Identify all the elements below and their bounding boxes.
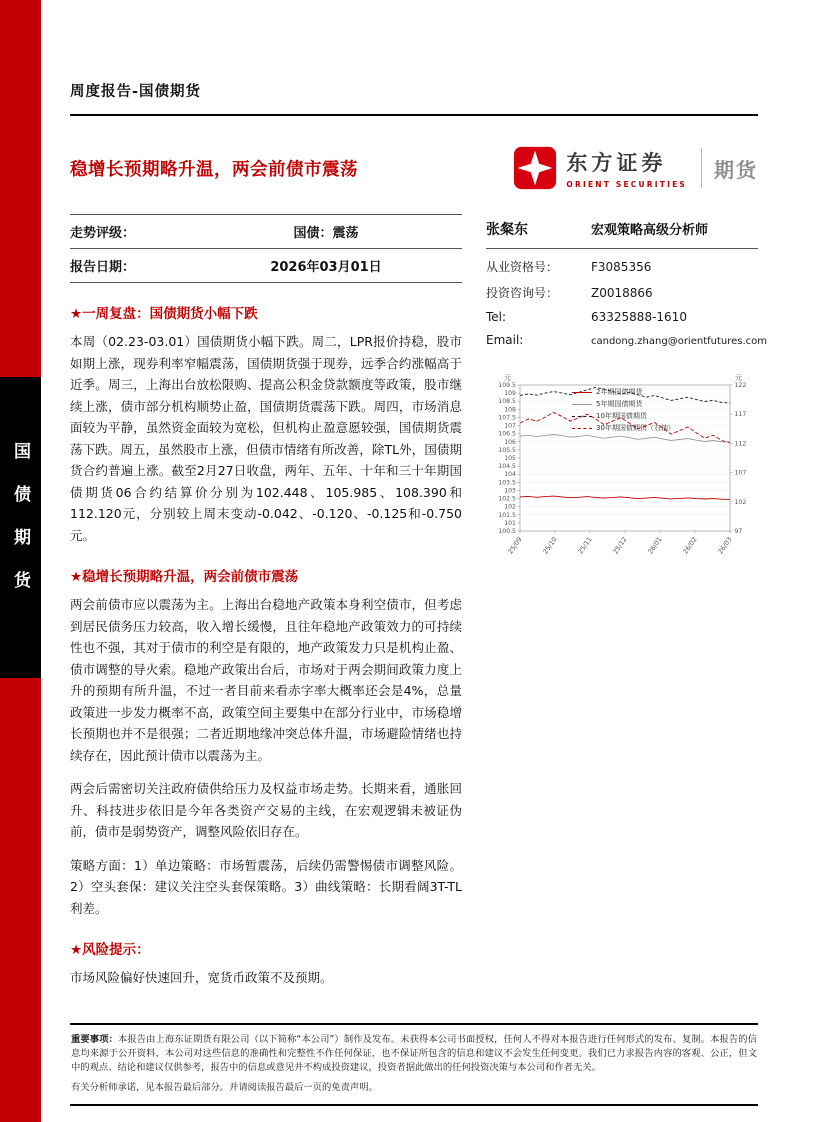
footer-disclaimer	[70, 1023, 758, 1107]
chart-legend	[572, 387, 675, 433]
legend-item	[572, 423, 675, 433]
svg-text:26/02: 26/02	[681, 535, 699, 556]
svg-text:102.5: 102.5	[498, 495, 516, 503]
svg-text:106.5: 106.5	[498, 430, 516, 438]
field-label: 投资咨询号：	[486, 286, 559, 300]
left-column	[70, 214, 462, 1001]
svg-text:109.5: 109.5	[498, 382, 516, 389]
side-strip	[0, 0, 41, 1122]
qualification-number: F3085356	[591, 260, 652, 274]
field-label: Tel:	[486, 310, 507, 324]
analyst-name: 张粲东	[486, 222, 528, 238]
svg-text:103.5: 103.5	[498, 479, 516, 487]
section-title: ★一周复盘：国债期货小幅下跌	[70, 306, 258, 322]
disclaimer-body: 本报告由上海东证期货有限公司（以下简称“本公司”）制作及发布。未获得本公司书面授权，任何人不得对本报告进行任何形式的发布、复制。本报告的信息均来源于公开资料，本公司对这些信息的准确性和完整性不作任何保证，也不保证所包含的信息和建议不会发生任何变更。我们已力求报告内容的客观、公正，但文中的观点、结论和建议仅供参考，报告中的信息或意见并不构成投资建议，投资者据此做出的任何投资决策与本公司和作者无关。	[71, 1033, 757, 1074]
right-column	[486, 214, 768, 589]
svg-text:100.5: 100.5	[498, 528, 516, 535]
svg-text:25/09: 25/09	[506, 535, 524, 556]
line-sample-icon	[572, 404, 592, 405]
report-date-label: 报告日期：	[70, 260, 136, 275]
table-row	[70, 249, 462, 283]
svg-text:25/10: 25/10	[541, 535, 559, 556]
svg-text:112: 112	[734, 440, 747, 448]
line-sample-icon	[572, 416, 592, 417]
email-address: candong.zhang@orientfutures.com	[591, 336, 768, 347]
title-row	[70, 136, 758, 200]
side-strip-label: 国债期货	[10, 441, 30, 614]
two-column-area	[70, 214, 768, 1001]
svg-text:101: 101	[504, 519, 516, 527]
svg-text:26/03: 26/03	[716, 535, 734, 556]
svg-text:105: 105	[504, 455, 516, 462]
rating-label: 走势评级：	[70, 226, 136, 241]
line-sample-icon	[572, 392, 592, 393]
svg-text:101.5: 101.5	[498, 511, 516, 519]
svg-text:108: 108	[504, 406, 516, 414]
section-paragraph: 本周（02.23-03.01）国债期货小幅下跌。周二，LPR报价持稳，股市如期上涨，现券利率窄幅震荡，国债期货强于现券，远季合约涨幅高于近季。周三，上海出台放松限购、提高公积金贷款额度等政策，股市继续上涨，债市部分机构顺势止盈，国债期货震荡下跌。周四，市场消息面较为平静，虽然资金面较为宽松，但机构止盈意愿较强，国债期货震荡下跌。周五，虽然股市上涨，但债市情绪有所改善，除TL外，国债期货合约普遍上涨。截至2月27日收盘，两年、五年、十年和三十年期国债期货06合约结算价分别为102.448、105.985、108.390和112.120元，分别较上周末变动-0.042、-0.120、-0.125和-0.750元。	[70, 334, 462, 543]
analyst-field	[486, 249, 758, 275]
orient-securities-logo-icon	[513, 146, 557, 190]
important-label: 重要事项：	[71, 1033, 118, 1045]
svg-text:97: 97	[734, 528, 743, 535]
report-type-label: 周度报告-国债期货	[70, 80, 758, 116]
side-strip-red-top	[0, 0, 41, 377]
svg-text:103: 103	[504, 487, 516, 495]
svg-text:109: 109	[504, 390, 516, 398]
analyst-field	[486, 301, 758, 324]
legend-label: 10年期国债期货	[596, 412, 647, 420]
field-label: 从业资格号：	[486, 260, 559, 274]
legend-label: 30年期国债期货（右轴）	[596, 424, 675, 432]
svg-text:108.5: 108.5	[498, 398, 516, 406]
section-title: ★风险提示：	[70, 942, 150, 958]
svg-text:104: 104	[504, 471, 516, 479]
report-page	[70, 0, 768, 1106]
analyst-field	[486, 324, 768, 347]
brand-name-en: ORIENT SECURITIES	[566, 180, 687, 189]
svg-text:106: 106	[504, 438, 516, 446]
section-outlook	[70, 565, 462, 919]
svg-text:102: 102	[734, 498, 747, 506]
analyst-block	[486, 214, 768, 347]
section-week-review	[70, 302, 462, 546]
brand-name-cn: 东方证券	[566, 151, 667, 175]
svg-text:元: 元	[504, 374, 511, 382]
svg-text:107: 107	[504, 422, 516, 430]
legend-item	[572, 411, 675, 421]
line-sample-icon	[572, 428, 592, 429]
section-paragraph: 两会前债市应以震荡为主。上海出台稳地产政策本身利空债市，但考虑到居民债务压力较高，收入增长缓慢，且往年稳地产政策效力的可持续性也不强，其对于债市的利空是有限的，地产政策发力只是机构止盈、债市调整的导火索。稳地产政策出台后，市场对于两会期间政策力度上升的预期有所升温，不过一者目前来看赤字率大概率还会是4%，总量政策进一步发力概率不高，政策空间主要集中在部分行业中，市场稳增长预期也并不是很强；二者近期地缘冲突总体升温，市场避险情绪也持续存在，因此预计债市以震荡为主。	[70, 597, 462, 763]
svg-text:元: 元	[735, 374, 742, 382]
analyst-header	[486, 214, 758, 249]
section-paragraph: 市场风险偏好快速回升，宽货币政策不及预期。	[70, 970, 333, 985]
report-date-value: 2026年03月01日	[270, 260, 382, 275]
analyst-role: 宏观策略高级分析师	[591, 223, 709, 238]
phone-number: 63325888-1610	[591, 310, 687, 324]
analyst-field	[486, 275, 758, 301]
side-strip-red-bottom	[0, 678, 41, 1122]
side-strip-black	[0, 377, 41, 678]
field-label: Email:	[486, 333, 524, 347]
svg-text:105.5: 105.5	[498, 446, 516, 454]
brand-text	[566, 147, 687, 189]
section-paragraph: 两会后需密切关注政府债供给压力及权益市场走势。长期来看，通胀回升、科技进步依旧是今年各类资产交易的主线，在宏观逻辑未被证伪前，债市是弱势资产，调整风险依旧存在。	[70, 781, 462, 839]
svg-text:104.5: 104.5	[498, 463, 516, 471]
section-title: ★稳增长预期略升温，两会前债市震荡	[70, 569, 299, 585]
brand-logo	[513, 146, 758, 190]
svg-text:102: 102	[504, 503, 516, 511]
advisory-number: Z0018866	[591, 286, 653, 300]
page-title: 稳增长预期略升温，两会前债市震荡	[70, 159, 358, 180]
svg-text:122: 122	[734, 382, 747, 389]
svg-text:107.5: 107.5	[498, 414, 516, 422]
table-row	[70, 215, 462, 249]
brand-division-label: 期货	[714, 157, 758, 182]
legend-item	[572, 399, 675, 409]
section-risk	[70, 938, 462, 989]
analyst-note: 有关分析师承诺，见本报告最后部分。并请阅读报告最后一页的免责声明。	[71, 1081, 378, 1093]
disclaimer-text	[71, 1033, 757, 1076]
svg-text:107: 107	[734, 469, 747, 477]
svg-text:26/01: 26/01	[646, 535, 664, 556]
section-paragraph: 策略方面：1）单边策略：市场暂震荡，后续仍需警惕债市调整风险。2）空头套保：建议关注空头套保策略。3）曲线策略：长期看阔3T-TL利差。	[70, 857, 462, 916]
legend-label: 5年期国债期货	[596, 400, 643, 408]
futures-price-chart	[486, 371, 758, 589]
brand-divider	[701, 148, 702, 188]
rating-value: 国债：震荡	[293, 226, 359, 241]
svg-text:25/12: 25/12	[611, 535, 629, 556]
legend-label: 2年期国债期货	[596, 388, 643, 396]
rating-table	[70, 214, 462, 283]
svg-text:117: 117	[734, 411, 747, 419]
svg-text:25/11: 25/11	[576, 535, 594, 556]
legend-item	[572, 387, 675, 397]
